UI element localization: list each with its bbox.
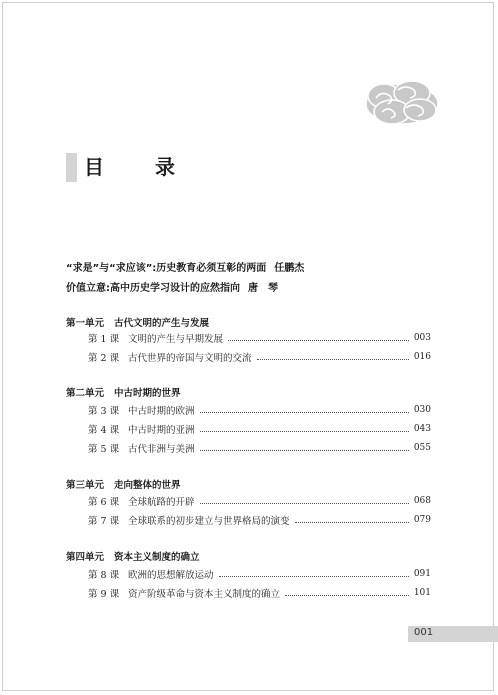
- dot-leader: [200, 450, 409, 451]
- lesson-title: 中古时期的欧洲: [128, 406, 195, 417]
- lesson-number: 第 6 课: [88, 497, 120, 508]
- lesson-number: 第 2 课: [88, 353, 120, 364]
- toc-entry[interactable]: [88, 567, 431, 581]
- dot-leader: [228, 340, 409, 341]
- lesson-number: 第 3 课: [88, 406, 120, 417]
- page-number: 101: [413, 588, 431, 598]
- unit-label: 第二单元: [66, 388, 105, 399]
- page-title: 目 录: [84, 155, 197, 179]
- toc-entry[interactable]: [88, 331, 431, 345]
- lesson-title: 中古时期的亚洲: [128, 425, 195, 436]
- unit-name: 资本主义制度的确立: [114, 552, 200, 563]
- unit-heading[interactable]: [66, 385, 181, 399]
- page-number: 030: [413, 405, 431, 415]
- dot-leader: [219, 576, 409, 577]
- lesson-title: 古代非洲与美洲: [128, 444, 195, 455]
- lesson-number: 第 4 课: [88, 425, 120, 436]
- intro-article-title: “求是”与“求应该”:历史教育必须互彰的两面: [66, 263, 267, 274]
- unit-name: 走向整体的世界: [114, 480, 181, 491]
- page-number: 003: [413, 333, 431, 343]
- unit-heading[interactable]: [66, 549, 200, 563]
- lesson-number: 第 5 课: [88, 444, 120, 455]
- page-number: 091: [413, 569, 431, 579]
- page-number: 068: [413, 496, 431, 506]
- unit-name: 中古时期的世界: [114, 388, 181, 399]
- lesson-number: 第 8 课: [88, 570, 120, 581]
- unit-heading[interactable]: [66, 477, 181, 491]
- unit-label: 第三单元: [66, 480, 105, 491]
- lesson-title: 全球航路的开辟: [128, 497, 195, 508]
- unit-label: 第四单元: [66, 552, 105, 563]
- dot-leader: [200, 431, 409, 432]
- dot-leader: [285, 595, 409, 596]
- lesson-number: 第 9 课: [88, 589, 120, 600]
- heading-accent-bar: [66, 153, 77, 182]
- toc-entry[interactable]: [88, 494, 431, 508]
- lesson-title: 全球联系的初步建立与世界格局的演变: [128, 516, 290, 527]
- lesson-title: 欧洲的思想解放运动: [128, 570, 214, 581]
- toc-entry[interactable]: [88, 422, 431, 436]
- toc-entry[interactable]: [88, 586, 431, 600]
- dot-leader: [295, 522, 409, 523]
- toc-entry[interactable]: [88, 513, 431, 527]
- toc-entry[interactable]: [88, 403, 431, 417]
- unit-heading[interactable]: [66, 315, 209, 329]
- intro-article-author: 任鹏杰: [274, 263, 305, 274]
- dot-leader: [200, 412, 409, 413]
- page-number: 016: [413, 352, 431, 362]
- toc-entry[interactable]: [88, 441, 431, 455]
- page-number: 055: [413, 443, 431, 453]
- lesson-title: 古代世界的帝国与文明的交流: [128, 353, 252, 364]
- lesson-number: 第 1 课: [88, 334, 120, 345]
- dot-leader: [257, 359, 409, 360]
- page-number: 043: [413, 424, 431, 434]
- page-number: 079: [413, 515, 431, 525]
- unit-label: 第一单元: [66, 318, 105, 329]
- dot-leader: [200, 503, 409, 504]
- cloud-decoration-icon: [362, 78, 442, 130]
- intro-article-author: 唐 琴: [248, 283, 278, 294]
- intro-article-title: 价值立意:高中历史学习设计的应然指向: [66, 283, 240, 294]
- intro-article[interactable]: [66, 279, 278, 294]
- unit-name: 古代文明的产生与发展: [114, 318, 210, 329]
- intro-article[interactable]: [66, 259, 304, 274]
- lesson-number: 第 7 课: [88, 516, 120, 527]
- lesson-title: 文明的产生与早期发展: [128, 334, 224, 345]
- lesson-title: 资产阶级革命与资本主义制度的确立: [128, 589, 281, 600]
- footer-page-number: 001: [414, 627, 434, 638]
- toc-entry[interactable]: [88, 350, 431, 364]
